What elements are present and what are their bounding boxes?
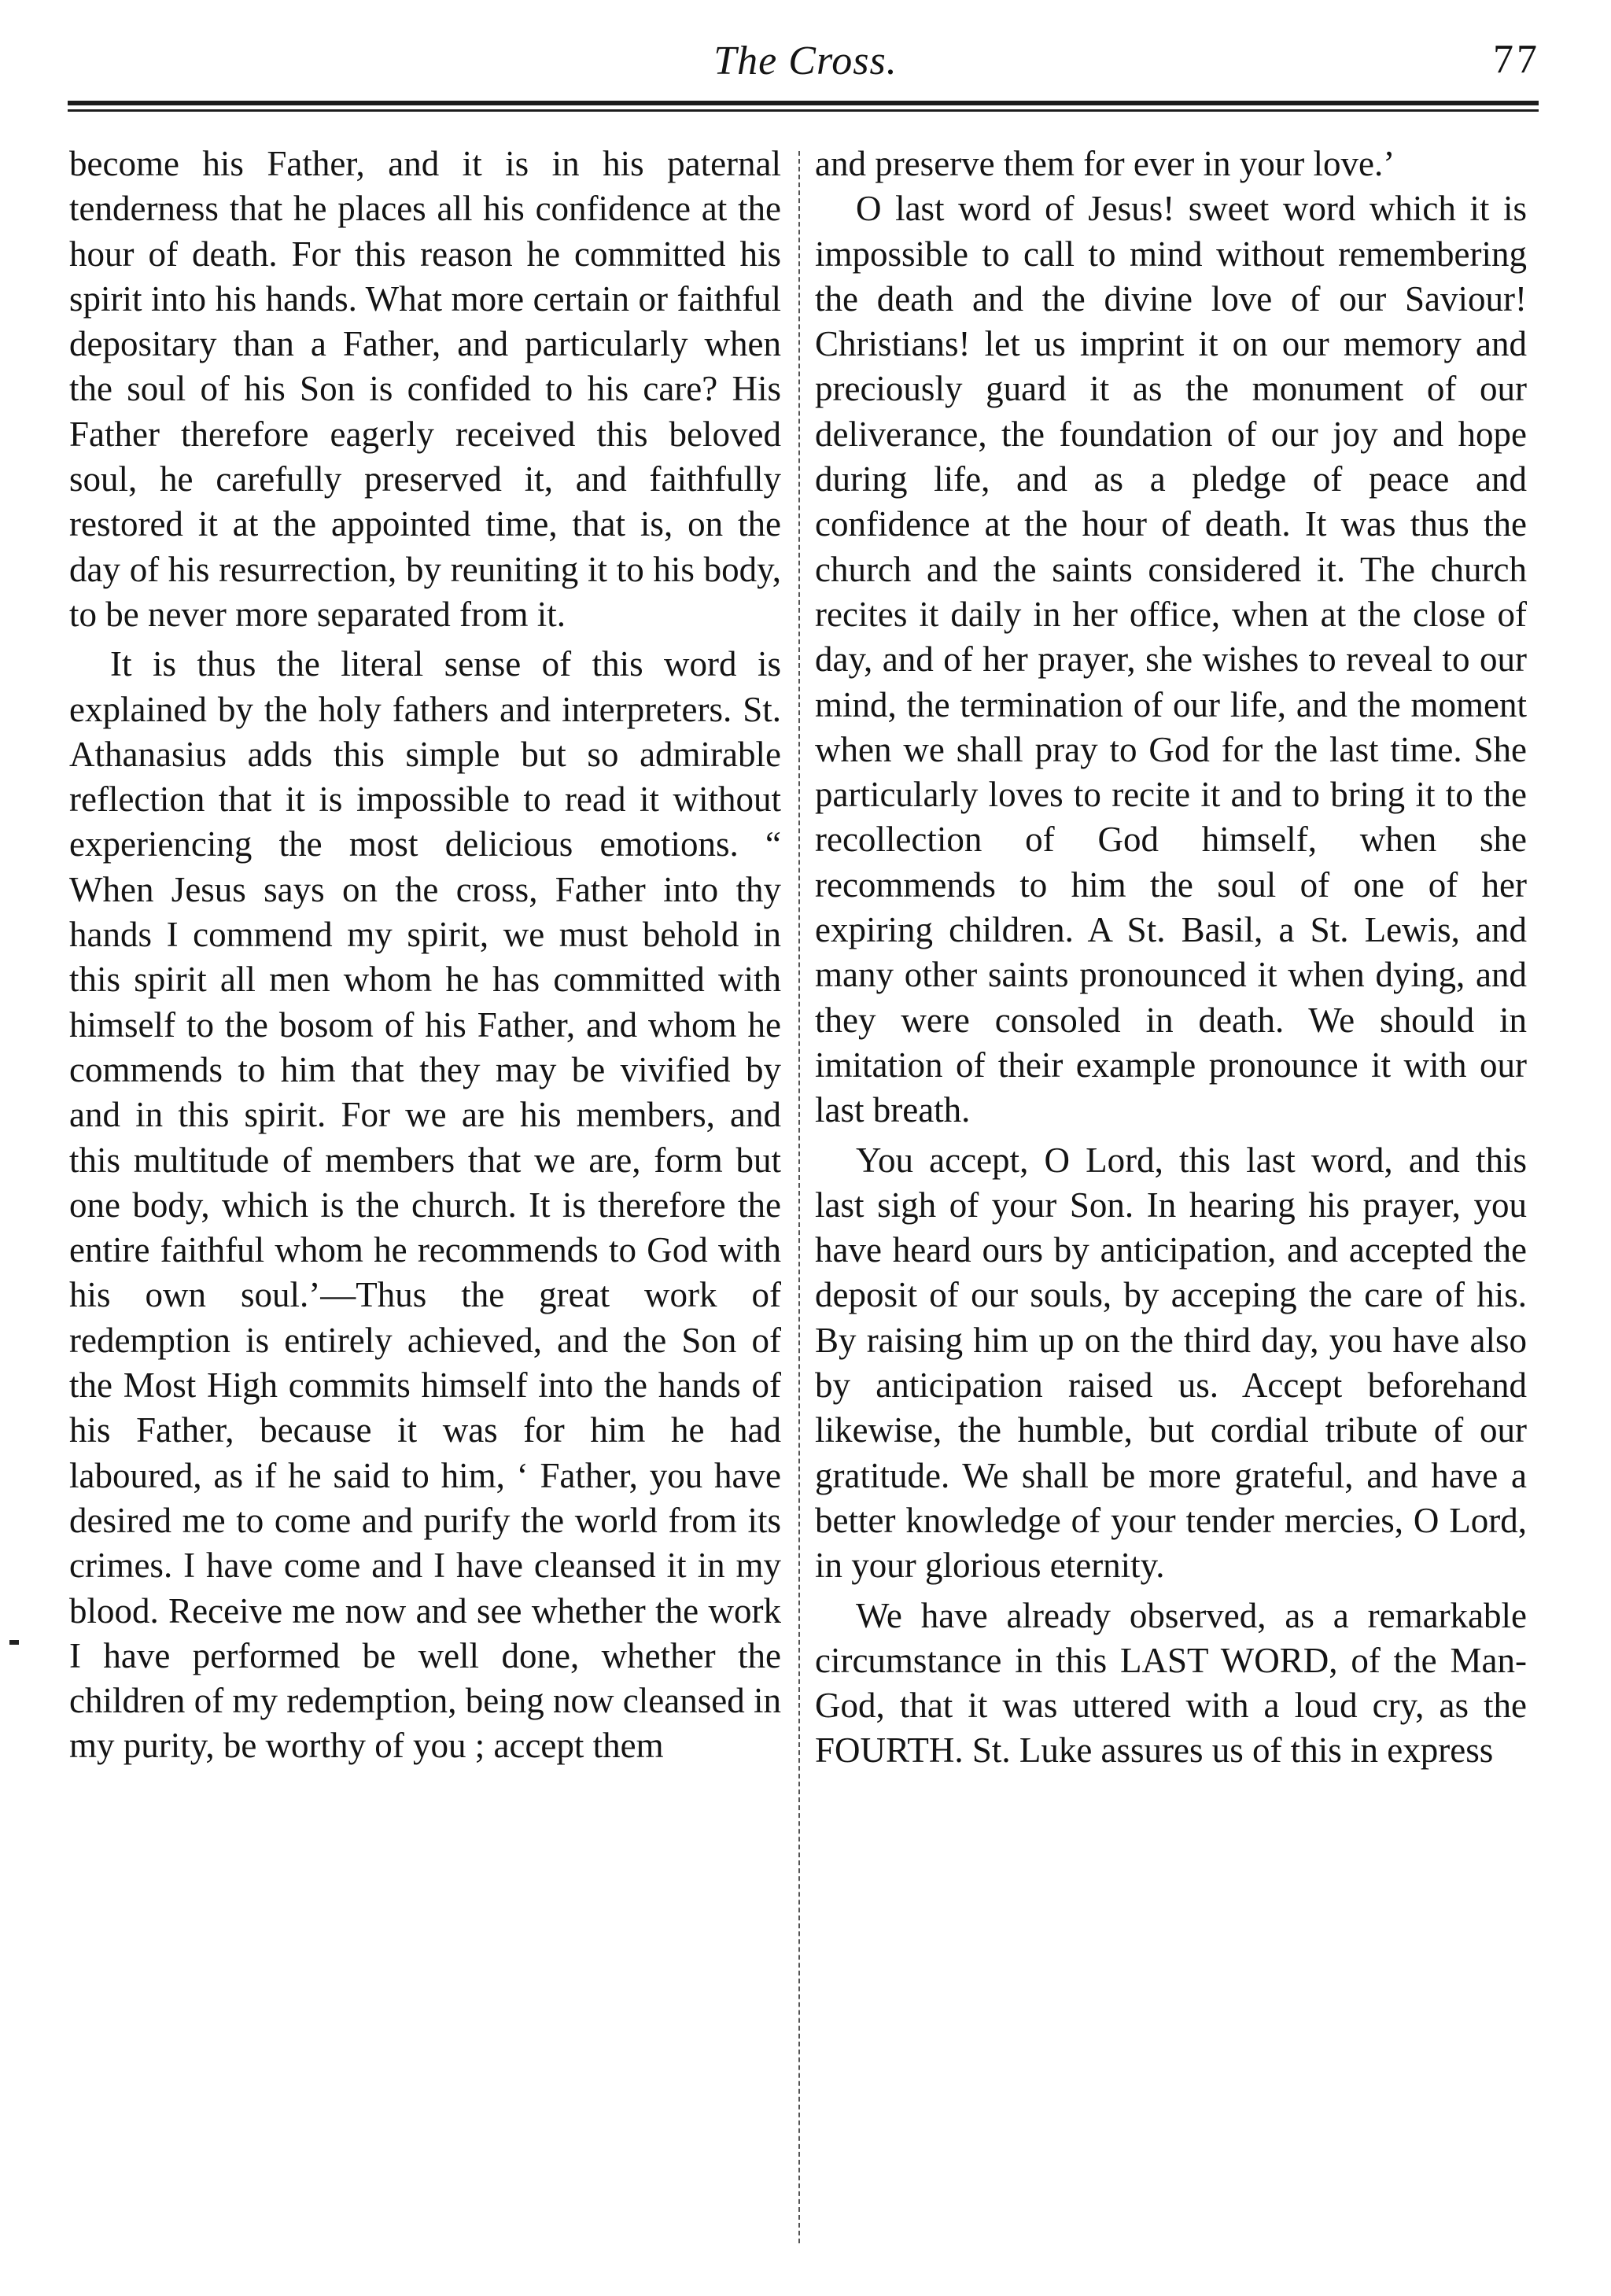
paragraph-athanasius: It is thus the literal sense of this word is explained by the holy fathers and interpreters. St. Athanasius adds this simple but so admirable reflection that it is impossible to read it without experiencing the most delicious emotions. “ When Jesus says on the cross, Father into thy hands I commend my spirit, we must behold in this spirit all men whom he has committed with himself to the bosom of his Father, and whom he commends to him that they may be vivified by and in this spirit. For we are his members, and this multitude of members that we are, form but one body, which is the church. It is therefore the entire faithful whom he recommends to God with his own soul.’—Thus the great work of redemption is entirely achieved, and the Son of the Most High commits himself into the hands of his Father, because it was for him he had laboured, as if he said to him, ‘ Father, you have desired me to come and purify the world from its crimes. I have come and I have cleansed it in my blood. Receive me now and see whether the work I have performed be well done, whether the children of my redemption, being now cleansed in my purity, be worthy of you ; accept them [69, 644, 781, 1766]
paragraph-continued: become his Father, and it is in his paternal tenderness that he places all his confidence at the hour of death. For this reason he committed his spirit into his hands. What more certain or faithful depositary than a Father, and particularly when the soul of his Son is confided to his care? His Father therefore eagerly received this beloved soul, he carefully preserved it, and faithfully restored it at the appointed time, that is, on the day of his resurrection, by reuniting it to his body, to be never more separated from it. [69, 144, 781, 634]
margin-mark [9, 1640, 19, 1645]
paragraph-last-word: O last word of Jesus! sweet word which it is impossible to call to mind without remembering the death and the divine love of our Saviour! Christians! let us imprint it on our memory and preciously guard it as the monument of our deliverance, the foundation of our joy and hope during life, and as a pledge of peace and confidence at the hour of death. It was thus the church and the saints considered it. The church recites it daily in her office, when at the close of day, and of her prayer, she wishes to reveal to our mind, the termination of our life, and the moment when we shall pray to God for the last time. She particularly loves to recite it and to bring it to the recollection of God himself, when she recommends to him the soul of one of her expiring children. A St. Basil, a St. Lewis, and many other saints pronounced it when dying, and they were consoled in death. We should in imitation of their example pronounce it with our last breath. [815, 189, 1527, 1130]
page-header [0, 31, 1611, 102]
paragraph-preserve: and preserve them for ever in your love.’ [815, 144, 1395, 183]
header-rule [68, 101, 1539, 112]
running-title: The Cross. [713, 39, 898, 83]
column-divider [798, 151, 800, 2243]
paragraph-you-accept: You accept, O Lord, this last word, and this last sigh of your Son. In hearing his prayer, you have heard ours by anticipation, and accepted the deposit of our souls, by acceping the care of his. By raising him up on the third day, you have also by anticipation raised us. Accept beforehand likewise, the humble, but cordial tribute of our gratitude. We shall be more grateful, and have a better knowledge of your tender mercies, O Lord, in your glorious eternity. [815, 1140, 1527, 1586]
left-column [69, 142, 781, 1769]
page-number: 77 [1493, 37, 1540, 82]
paragraph-observed: We have already observed, as a remarkable circumstance in this LAST WORD, of the Man-God, that it was uttered with a loud cry, as the FOURTH. St. Luke assures us of this in express [815, 1595, 1527, 1771]
right-column [815, 142, 1527, 1774]
